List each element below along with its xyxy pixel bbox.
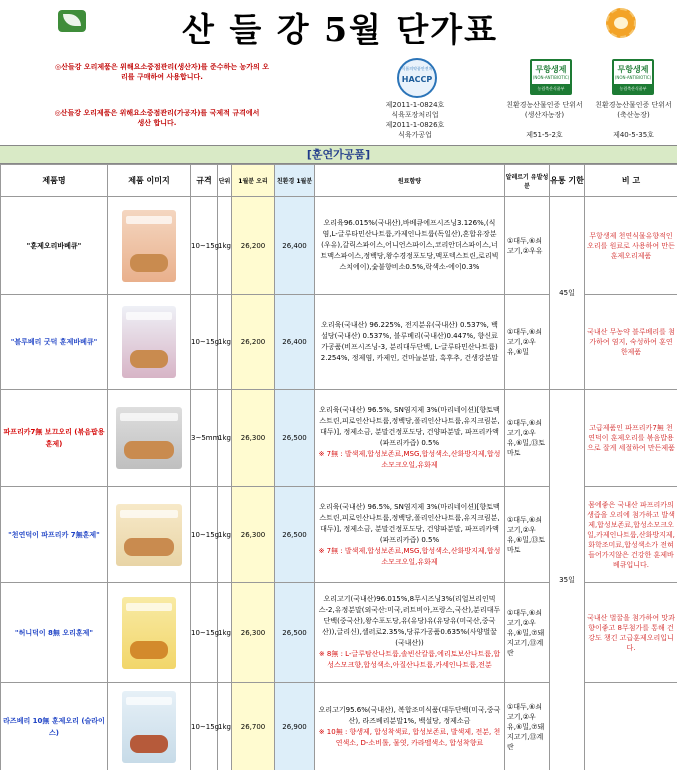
table-row xyxy=(1,390,677,487)
remark: 몸에좋은 국내산 파프리카의 생즙을 오리에 첨가하고 발색제,합성보존료,합성소모크오일,카제인나트륨,산화방지제,화학조미료,합성색소가 전혀들어가지않은 건강한 훈제바베큐입니다. xyxy=(585,487,677,583)
ingredients: 오리육(국내산) 96.225%, 전지분유(국내산) 0.537%, 백설당(국내산) 0.537%, 블루베리(국내산)0.447%, 향신료가공품(비프시즈닝-3, 분리대두단백, L-글루타민산나트륨) 2.254%, 정제염, 카제인, 건마늘분말, 흑후추, 건생강분말 xyxy=(315,295,505,390)
price-regular: 26,200 xyxy=(232,295,275,390)
allergens: ①대두,⑥쇠고기,②우유,⑥밀,⑦돼지고기,⑬계란 xyxy=(505,583,550,683)
product-name: 파프리카7無 보끄오리 (볶음팝용훈제) xyxy=(1,390,108,487)
allergens: ①대두,⑥쇠고기,②우유,⑥밀,⑬토마토 xyxy=(505,487,550,583)
price-eco: 26,500 xyxy=(275,390,315,487)
price-table xyxy=(0,164,677,770)
product-image xyxy=(108,197,191,295)
shelf-life: 45일 xyxy=(550,197,585,390)
remark xyxy=(585,683,677,770)
product-photo-icon xyxy=(116,504,182,566)
product-unit: 1kg xyxy=(218,197,232,295)
col-header-shelf-life: 유통 기한 xyxy=(550,165,585,197)
product-photo-icon xyxy=(122,210,176,282)
ingredients: 오리육(국내산) 96.5%, SN염지제 3%(마리네이션)[향토맥스트린,피로인산나트륨,정백당,폴리인산나트륨,유지크림분,대두)], 정제소금, 분말건정포도당, 건양파분말, 파프리카액(파프리카즙) 0.5% ※ 7無 : 발색제,합성보존료,MSG,합성색소,산화방지제,합성소모크오일,유화제 xyxy=(315,487,505,583)
col-header-ingredients: 원료함량 xyxy=(315,165,505,197)
ingredients: 오리고기(국내산)96.015%,8무시즈닝3%(리얼브리인믹스-2,유정분말(외국산:미국,러트비아,프랑스,국산),분리대두단백(중국산),왕수포도당,유(유당)유(유당유(미국산,중국산)),글리신),셀러로2.35%,당류가공품0.635%(사양벌꿀(국내산)) ※ 8無 : L-글루탐산나트륨,솔빈산칼륨,에리토보산나트륨,합성스모크향,합성색소,아질산나트륨,카세인나트륨,전분 xyxy=(315,583,505,683)
product-image xyxy=(108,295,191,390)
product-image xyxy=(108,683,191,770)
product-name: "허니덕이 8無 오리훈제" xyxy=(1,583,108,683)
farm-cert-text: 친환경농산물인증 단위서 (축산농장) 제40-5-35호 xyxy=(595,101,672,139)
product-spec: 10~15g xyxy=(191,583,218,683)
col-header-price-eco: 친환경 1월분 xyxy=(275,165,315,197)
product-image xyxy=(108,390,191,487)
col-header-price-regular: 1월분 오리 xyxy=(232,165,275,197)
product-unit: 1kg xyxy=(218,390,232,487)
product-unit: 1kg xyxy=(218,683,232,770)
table-row xyxy=(1,197,677,295)
product-photo-icon xyxy=(122,597,176,669)
price-regular: 26,300 xyxy=(232,390,275,487)
product-spec: 10~15g xyxy=(191,683,218,770)
section-title: [훈연가공품] xyxy=(0,145,677,164)
price-regular: 26,300 xyxy=(232,583,275,683)
product-unit: 1kg xyxy=(218,583,232,683)
product-unit: 1kg xyxy=(218,295,232,390)
product-spec: 3~5mm xyxy=(191,390,218,487)
allergens: ①대두,⑥쇠고기,②우유,⑥밀,⑦돼지고기,⑬계란 xyxy=(505,683,550,770)
ingredients: 오리육96.015%(국내산),바베큐에프시즈닝3.126%,(식염,L-글루타민산나트륨,카제인나트륨(독일산),혼합유장분(우유),갈릭스파이스,어니언스파이스,코리안더스파이스,너트맥스파이스,정백당,왕수경정포도당,맥포덱스트린,로리빅스치에이),숯불향비소0.5%,락색소-에이0.3% xyxy=(315,197,505,295)
price-eco: 26,500 xyxy=(275,487,315,583)
haccp-cert-text: 제2011-1-0824호 식육포장처리업 제2011-1-0826호 식육가공업 xyxy=(385,101,445,139)
note-producer: ◎산들강 오리제품은 위해요소중점관리(생산자)를 준수하는 농가의 오리를 구매하여 사용합니다. xyxy=(54,63,270,81)
product-name: 라즈베리 10無 훈제오리 (슬라이스) xyxy=(1,683,108,770)
col-header-unit: 단위 xyxy=(218,165,232,197)
remark: 고급제품인 파프리카7無 천연덕이 훈제오리를 볶음밥용으로 잘게 세절하여 만든제품 xyxy=(585,390,677,487)
allergens: ①대두,⑥쇠고기,②우유,⑥밀,⑬토마토 xyxy=(505,390,550,487)
page-title: 산 들 강 5월 단가표 xyxy=(181,10,499,49)
ingredients: 오리고기95.6%(국내산), 복합조미식품(대두단백(미국,중국산), 라즈베리분말1%, 백설당, 정제소금 ※ 10無 : 향생제, 합성착색료, 합성보존료, 발색제, 전분, 천연색소, D-소비톨, 물엿, 카라멜색소, 합성착향료 xyxy=(315,683,505,770)
remark: 국내산 무농약 블루베리를 첨가하여 염지, 숙성하여 훈연한제품 xyxy=(585,295,677,390)
mascot-logo-icon xyxy=(592,8,652,48)
shelf-life: 35일 xyxy=(550,390,585,770)
product-photo-icon xyxy=(122,306,176,378)
product-name: "천연덕이 파프리카 7無훈제" xyxy=(1,487,108,583)
price-eco: 26,500 xyxy=(275,583,315,683)
col-header-allergy: 알레르기 유발성분 xyxy=(505,165,550,197)
col-header-remark: 비 고 xyxy=(585,165,677,197)
product-name: "블루베리 굿덕 훈제바베큐" xyxy=(1,295,108,390)
col-header-name: 제품명 xyxy=(1,165,108,197)
remark: 무항생제 천연식물유향적인 오리를 원료로 사용하여 만든 훈제오리제품 xyxy=(585,197,677,295)
price-eco: 26,900 xyxy=(275,683,315,770)
haccp-badge-icon: 식품의약품안전처 HACCP xyxy=(397,58,437,98)
producer-cert-text: 친환경농산물인증 단위서 (생산자농장) 제51-5-2호 xyxy=(506,101,583,139)
product-spec: 10~15g xyxy=(191,295,218,390)
product-spec: 10~15g xyxy=(191,487,218,583)
product-photo-icon xyxy=(116,407,182,469)
antibiotic-free-cert-icon: 무항생제 (NON-ANTIBIOTIC) 농림축산식품부 xyxy=(612,59,654,95)
col-header-image: 제품 이미지 xyxy=(108,165,191,197)
price-regular: 26,200 xyxy=(232,197,275,295)
product-name: "훈제오리바베큐" xyxy=(1,197,108,295)
page-header xyxy=(0,0,677,145)
antibiotic-free-cert-icon: 무항생제 (NON-ANTIBIOTIC) 농림축산식품부 xyxy=(530,59,572,95)
product-unit: 1kg xyxy=(218,487,232,583)
col-header-spec: 규격 xyxy=(191,165,218,197)
remark: 국내산 벌꿀을 첨가하여 맛과 향이좋고 8무첨가를 통해 건강도 챙긴 고급훈제오리입니다. xyxy=(585,583,677,683)
price-eco: 26,400 xyxy=(275,295,315,390)
price-eco: 26,400 xyxy=(275,197,315,295)
product-spec: 10~15g xyxy=(191,197,218,295)
brand-logo-icon xyxy=(58,10,86,32)
product-photo-icon xyxy=(122,691,176,763)
product-image xyxy=(108,583,191,683)
price-regular: 26,700 xyxy=(232,683,275,770)
allergens: ①대두,⑥쇠고기,②우유 xyxy=(505,197,550,295)
table-header-row xyxy=(1,165,677,197)
note-processor: ◎산들강 오리제품은 위해요소중점관리(가공자)를 국제적 규격에서 생산 합니다. xyxy=(54,109,260,127)
allergens: ①대두,⑥쇠고기,②우유,⑥밀 xyxy=(505,295,550,390)
product-image xyxy=(108,487,191,583)
price-regular: 26,300 xyxy=(232,487,275,583)
ingredients: 오리육(국내산) 96.5%, SN염지제 3%(마리네이션)[향토맥스트린,피로인산나트륨,정백당,폴리인산나트륨,유지크림분,대두)], 정제소금, 분말건정포도당, 건양파분말, 파프리카액(파프리카즙) 0.5% ※ 7無 : 발색제,합성보존료,MSG,합성색소,산화방지제,합성소모크오일,유화제 xyxy=(315,390,505,487)
